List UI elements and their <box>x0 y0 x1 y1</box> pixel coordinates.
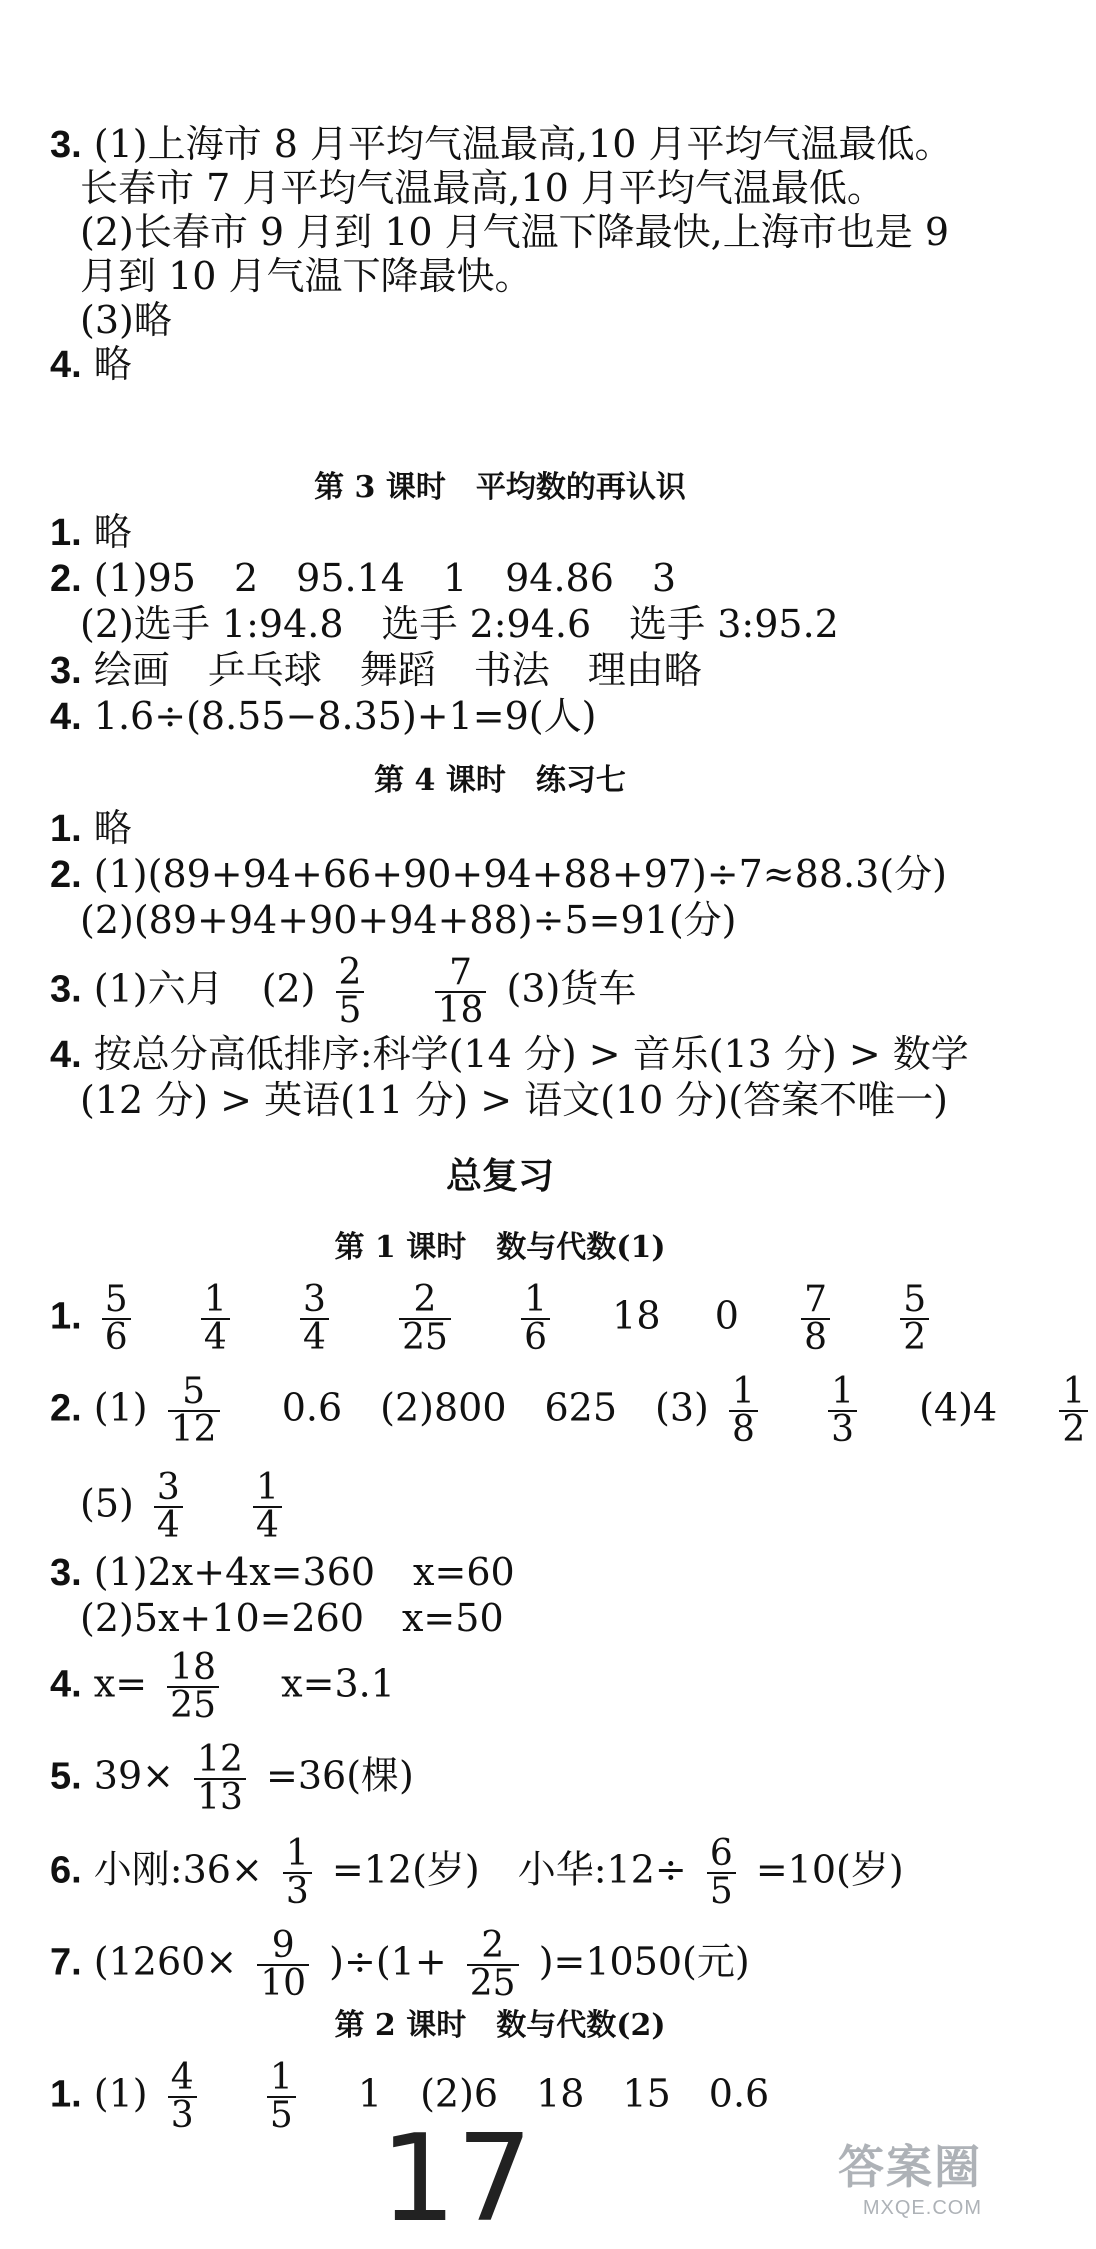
item-3-line-2: 长春市 7 月平均气温最高,10 月平均气温最低。 <box>80 166 885 210</box>
lesson4-item-2b: (2)(89+94+90+94+88)÷5=91(分) <box>80 898 737 942</box>
page-number: 17 <box>380 2110 533 2249</box>
denominator: 2 <box>1059 1410 1088 1448</box>
numerator: 2 <box>338 952 362 993</box>
answer-text: (3)货车 <box>506 966 637 1011</box>
denominator: 4 <box>300 1318 329 1356</box>
answer-text: 0.6 (2)800 625 (3) <box>281 1385 709 1430</box>
lesson3-item-1 <box>50 510 132 555</box>
denominator: 25 <box>399 1318 451 1356</box>
fraction <box>300 1279 329 1358</box>
denominator: 3 <box>283 1872 312 1910</box>
item-number: 4. <box>50 696 82 738</box>
denominator: 5 <box>267 2096 296 2134</box>
item-number: 4. <box>50 1663 82 1706</box>
fraction <box>168 1371 220 1450</box>
denominator: 18 <box>435 991 487 1029</box>
denominator: 25 <box>167 1686 219 1724</box>
numerator: 1 <box>731 1371 755 1412</box>
answer-text: 按总分高低排序:科学(14 分) > 音乐(13 分) > 数学 <box>93 1032 969 1076</box>
lesson3-item-2a <box>50 556 676 601</box>
fraction <box>154 1467 183 1546</box>
denominator: 13 <box>194 1778 246 1816</box>
numerator: 1 <box>203 1279 227 1320</box>
section-heading-review-1: 第 1 课时 数与代数(1) <box>334 1230 666 1265</box>
fraction <box>707 1833 736 1912</box>
fraction <box>900 1279 929 1358</box>
item-number: 1. <box>50 1295 82 1338</box>
item-number: 3. <box>50 1552 82 1594</box>
answer-text: (1260× <box>93 1939 238 1984</box>
lesson4-item-3 <box>50 952 637 1031</box>
answer-text: 0 <box>714 1293 739 1338</box>
lesson4-item-1 <box>50 806 132 851</box>
fraction <box>399 1279 451 1358</box>
lesson3-item-2b: (2)选手 1:94.8 选手 2:94.6 选手 3:95.2 <box>80 602 839 646</box>
numerator: 1 <box>256 1467 279 1508</box>
fraction <box>102 1279 131 1358</box>
section-heading-lesson-4: 第 4 课时 练习七 <box>374 763 626 798</box>
fraction <box>828 1371 857 1450</box>
answer-text: )÷(1+ <box>329 1939 447 1984</box>
denominator: 2 <box>900 1318 929 1356</box>
item-number: 3. <box>50 124 82 166</box>
numerator: 5 <box>182 1371 206 1412</box>
lesson3-item-4 <box>50 694 596 739</box>
numerator: 1 <box>1062 1371 1086 1412</box>
item-number: 3. <box>50 650 82 692</box>
item-number: 5. <box>50 1755 82 1798</box>
review1-item-4 <box>50 1647 395 1726</box>
numerator: 5 <box>104 1279 128 1320</box>
lesson4-item-4a <box>50 1032 969 1077</box>
section-heading-review-2: 第 2 课时 数与代数(2) <box>334 2008 666 2043</box>
lesson4-item-2a <box>50 852 947 897</box>
numerator: 1 <box>269 2057 293 2098</box>
review1-item-1 <box>50 1279 937 1358</box>
item-3-line-5: (3)略 <box>80 298 172 342</box>
fraction <box>435 952 487 1031</box>
item-4 <box>50 342 132 387</box>
answer-text: =12(岁) 小华:12÷ <box>331 1847 687 1892</box>
denominator: 6 <box>521 1318 550 1356</box>
denominator: 10 <box>257 1964 309 2002</box>
numerator: 2 <box>413 1279 437 1320</box>
numerator: 1 <box>285 1833 309 1874</box>
item-number: 2. <box>50 558 82 600</box>
numerator: 6 <box>709 1833 733 1874</box>
fraction <box>194 1739 246 1818</box>
answer-text: (5) <box>80 1481 134 1526</box>
answer-text: =36(棵) <box>266 1753 414 1798</box>
fraction <box>168 2057 197 2136</box>
answer-text: 略 <box>93 342 132 386</box>
answer-text: 18 <box>612 1293 661 1338</box>
fraction <box>521 1279 550 1358</box>
review1-item-2a <box>50 1371 1096 1450</box>
watermark-url: MXQE.COM <box>862 2197 982 2219</box>
section-heading-review: 总复习 <box>445 1155 554 1197</box>
lesson3-item-3 <box>50 648 702 693</box>
numerator: 3 <box>302 1279 326 1320</box>
answer-text: (1)(89+94+66+90+94+88+97)÷7≈88.3(分) <box>93 852 947 896</box>
numerator: 18 <box>170 1647 216 1688</box>
answer-text: )=1050(元) <box>538 1939 750 1984</box>
denominator: 12 <box>168 1410 220 1448</box>
numerator: 1 <box>831 1371 854 1412</box>
numerator: 1 <box>524 1279 547 1320</box>
denominator: 6 <box>102 1318 131 1356</box>
denominator: 4 <box>154 1506 183 1544</box>
numerator: 9 <box>271 1925 295 1966</box>
review1-item-2b <box>80 1467 290 1546</box>
numerator: 3 <box>156 1467 180 1508</box>
item-number: 3. <box>50 968 82 1011</box>
fraction <box>467 1925 519 2004</box>
numerator: 5 <box>903 1279 927 1320</box>
answer-text: (1) <box>93 2071 148 2116</box>
answer-text: x= <box>93 1661 148 1706</box>
denominator: 8 <box>801 1318 830 1356</box>
answer-text: (1)上海市 8 月平均气温最高,10 月平均气温最低。 <box>93 122 953 166</box>
review1-item-3a <box>50 1550 515 1595</box>
answer-text: (1)95 2 95.14 1 94.86 3 <box>93 556 677 600</box>
answer-text: 1.6÷(8.55−8.35)+1=9(人) <box>93 694 597 738</box>
fraction <box>801 1279 830 1358</box>
item-3-line-4: 月到 10 月气温下降最快。 <box>80 254 533 298</box>
review1-item-5 <box>50 1739 414 1818</box>
item-number: 4. <box>50 344 82 386</box>
numerator: 7 <box>804 1279 827 1320</box>
numerator: 4 <box>170 2057 194 2098</box>
numerator: 2 <box>481 1925 505 1966</box>
watermark <box>838 2131 982 2220</box>
denominator: 8 <box>729 1410 758 1448</box>
denominator: 5 <box>707 1872 736 1910</box>
fraction <box>336 952 365 1031</box>
item-3-line-1 <box>50 122 952 167</box>
section-heading-lesson-3: 第 3 课时 平均数的再认识 <box>314 470 686 505</box>
denominator: 3 <box>828 1410 857 1448</box>
numerator: 7 <box>449 952 472 993</box>
answer-text: (1)六月 (2) <box>93 966 316 1011</box>
answer-text: (1) <box>93 1385 148 1430</box>
fraction <box>167 1647 219 1726</box>
answer-text: =10(岁) <box>755 1847 904 1892</box>
answer-text: x=3.1 <box>281 1661 395 1706</box>
fraction <box>267 2057 296 2136</box>
review1-item-3b: (2)5x+10=260 x=50 <box>80 1596 504 1640</box>
answer-text: 略 <box>93 806 132 850</box>
denominator: 5 <box>336 991 365 1029</box>
watermark-cn: 答案圈 <box>838 2141 982 2193</box>
item-3-line-3: (2)长春市 9 月到 10 月气温下降最快,上海市也是 9 <box>80 210 950 254</box>
item-number: 6. <box>50 1849 82 1892</box>
denominator: 4 <box>201 1318 230 1356</box>
answer-text: 略 <box>93 510 132 554</box>
fraction <box>283 1833 312 1912</box>
answer-text: 1 (2)6 18 15 0.6 <box>357 2071 770 2116</box>
fraction <box>201 1279 230 1358</box>
answer-text: (4)4 <box>919 1385 998 1430</box>
lesson4-item-4b: (12 分) > 英语(11 分) > 语文(10 分)(答案不唯一) <box>80 1078 948 1122</box>
fraction <box>729 1371 758 1450</box>
item-number: 1. <box>50 808 82 850</box>
denominator: 4 <box>253 1506 282 1544</box>
fraction <box>257 1925 309 2004</box>
item-number: 1. <box>50 2073 82 2116</box>
fraction <box>253 1467 282 1546</box>
fraction <box>1059 1371 1088 1450</box>
review1-item-6 <box>50 1833 904 1912</box>
review1-item-7 <box>50 1925 750 2004</box>
item-number: 4. <box>50 1034 82 1076</box>
answer-text: 绘画 乒乓球 舞蹈 书法 理由略 <box>93 648 702 692</box>
item-number: 2. <box>50 854 82 896</box>
answer-text: 小刚:36× <box>93 1847 263 1892</box>
item-number: 7. <box>50 1941 82 1984</box>
answer-text: 39× <box>93 1753 174 1798</box>
answer-text: (1)2x+4x=360 x=60 <box>93 1550 515 1594</box>
item-number: 2. <box>50 1387 82 1430</box>
item-number: 1. <box>50 512 82 554</box>
denominator: 25 <box>467 1964 519 2002</box>
denominator: 3 <box>168 2096 197 2134</box>
numerator: 12 <box>197 1739 243 1780</box>
